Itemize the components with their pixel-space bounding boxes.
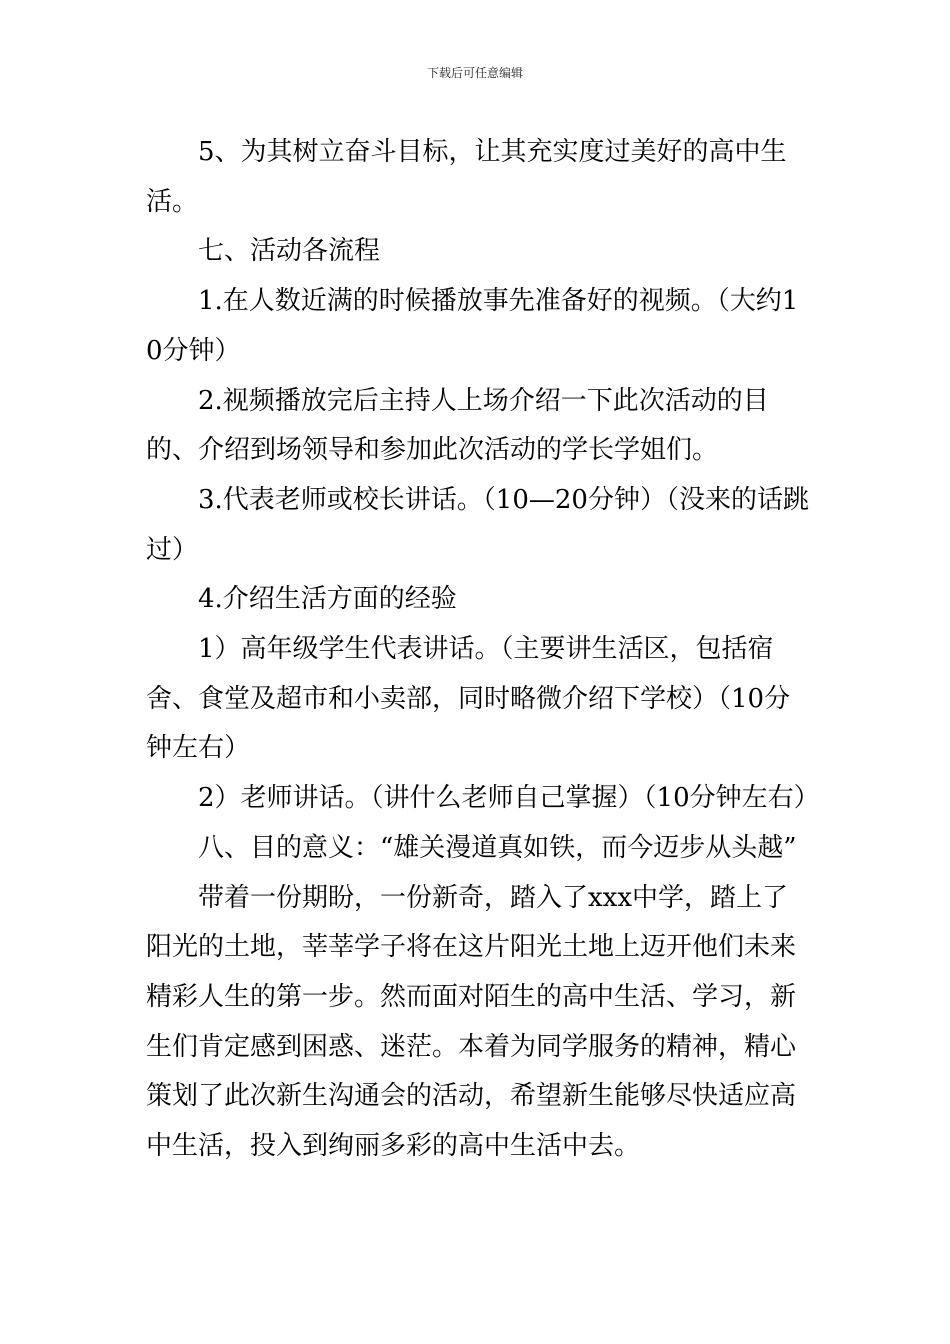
section-heading-process: 七、活动各流程: [198, 236, 381, 267]
section-heading-purpose: 八、目的意义：“雄关漫道真如铁，而今迈步从头越”: [198, 832, 797, 863]
paragraph-step-3: 3.代表老师或校长讲话。（10—20分钟）（没来的话跳过）: [146, 484, 809, 565]
paragraph-substep-1: 1）高年级学生代表讲话。（主要讲生活区，包括宿舍、食堂及超市和小卖部，同时略微介绍下学校）（10分钟左右）: [146, 634, 791, 764]
paragraph-step-2: 2.视频播放完后主持人上场介绍一下此次活动的目的、介绍到场领导和参加此次活动的学长学姐们。: [146, 385, 769, 466]
document-body: [146, 128, 820, 1172]
paragraph-substep-2: 2）老师讲话。（讲什么老师自己掌握）（10分钟左右）: [198, 783, 820, 814]
paragraph-purpose-body: 带着一份期盼，一份新奇，踏入了xxx中学，踏上了阳光的土地，莘莘学子将在这片阳光土地上迈开他们未来精彩人生的第一步。然而面对陌生的高中生活、学习，新生们肯定感到困惑、迷茫。本着为同学服务的精神，精心策划了此次新生沟通会的活动，希望新生能够尽快适应高中生活，投入到绚丽多彩的高中生活中去。: [146, 882, 797, 1162]
paragraph-step-1: 1.在人数近满的时候播放事先准备好的视频。（大约10分钟）: [146, 286, 799, 366]
page-header: 下载后可任意编辑: [426, 66, 523, 80]
paragraph-goal-5: 5、为其树立奋斗目标，让其充实度过美好的高中生活。: [146, 137, 787, 217]
paragraph-step-4: 4.介绍生活方面的经验: [198, 584, 457, 615]
